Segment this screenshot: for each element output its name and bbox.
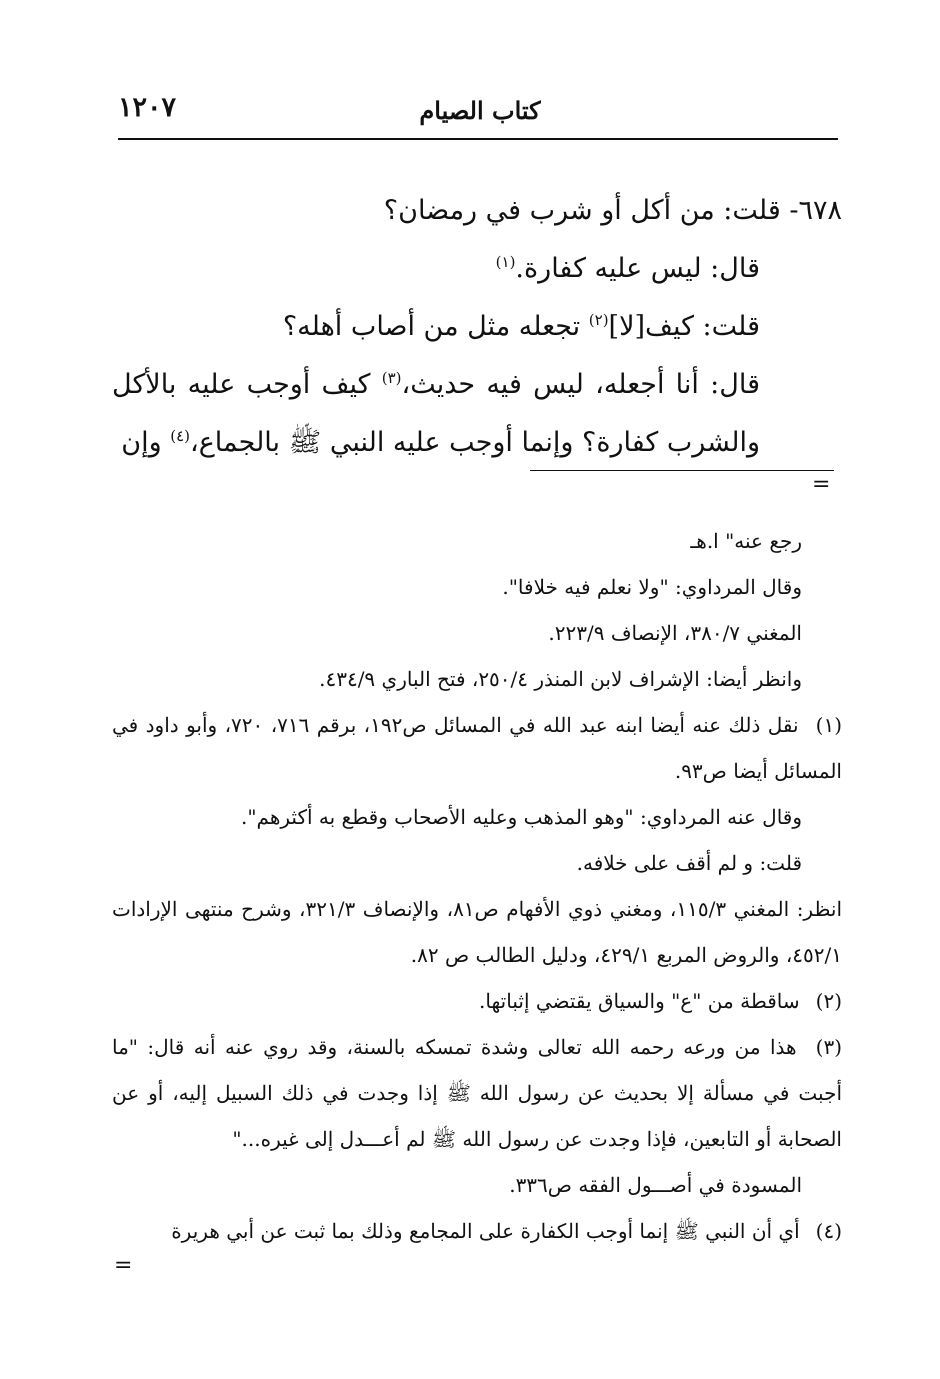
footnote-4-text: أي أن النبي ﷺ إنما أوجب الكفارة على المجامع وذلك بما ثبت عن أبي هريرة xyxy=(171,1219,800,1243)
question-text-2a: قلت: كيف[لا] xyxy=(608,311,760,342)
footnote-1-refs: انظر: المغني ١١٥/٣، ومغني ذوي الأفهام ص٨١، والإنصاف ٣٢١/٣، وشرح منتهى الإرادات ٤٥٢/١، والروض المربع ٤٢٩/١، ودليل الطالب ص ٨٢. xyxy=(112,897,843,967)
continuation-mark-top: = xyxy=(812,472,831,497)
footnote-ref-4: (٤) xyxy=(170,427,190,445)
footnote-separator xyxy=(530,470,834,471)
footnote-3-source: المسودة في أصـــول الفقه ص٣٣٦. xyxy=(509,1173,802,1197)
footnote-ref-1: (١) xyxy=(495,253,516,271)
footnote-continuation-4: وانظر أيضا: الإشراف لابن المنذر ٢٥٠/٤، فتح الباري ٤٣٤/٩. xyxy=(319,667,802,691)
continuation-mark-bottom: = xyxy=(114,1253,133,1278)
footnote-1 xyxy=(112,702,842,794)
footnote-2 xyxy=(112,978,842,1024)
footnote-continuation-3: المغني ٣٨٠/٧، الإنصاف ٢٢٣/٩. xyxy=(548,621,802,645)
page-number: ١٢٠٧ xyxy=(118,92,177,123)
main-text xyxy=(112,182,842,472)
footnote-4-number: (٤) xyxy=(815,1219,842,1243)
footnote-1-number: (١) xyxy=(815,713,842,737)
header-rule xyxy=(118,138,838,140)
question-text: قلت: من أكل أو شرب في رمضان؟ xyxy=(383,195,781,226)
question-number: ٦٧٨- xyxy=(789,195,842,226)
footnote-3 xyxy=(112,1024,842,1162)
answer-text-c: وإن xyxy=(121,427,171,458)
footnotes xyxy=(112,518,842,1254)
footnote-2-number: (٢) xyxy=(815,989,842,1013)
footnote-continuation-2: وقال المرداوي: "ولا نعلم فيه خلافا". xyxy=(502,575,802,599)
footnote-1-text: نقل ذلك عنه أيضا ابنه عبد الله في المسائل ص١٩٢، برقم ٧١٦، ٧٢٠، وأبو داود في المسائل أيضا ص٩٣. xyxy=(112,713,842,783)
footnote-4 xyxy=(112,1208,842,1254)
footnote-ref-2: (٢) xyxy=(588,311,609,329)
footnote-1-quote: وقال عنه المرداوي: "وهو المذهب وعليه الأصحاب وقطع به أكثرهم". xyxy=(240,805,802,829)
answer-line xyxy=(112,240,842,298)
footnote-2-text: ساقطة من "ع" والسياق يقتضي إثباتها. xyxy=(479,989,800,1013)
answer-text-b: كيف أوجب عليه بالأكل والشرب كفارة؟ وإنما أوجب عليه النبي ﷺ بالجماع، xyxy=(112,369,760,458)
answer-text: قال: ليس عليه كفارة. xyxy=(515,253,760,284)
question-line-2 xyxy=(112,298,842,356)
running-title: كتاب الصيام xyxy=(419,96,541,125)
footnote-continuation-1: رجع عنه" ا.هـ xyxy=(690,529,802,553)
answer-text-a: قال: أنا أجعله، ليس فيه حديث، xyxy=(401,369,760,400)
footnote-3-number: (٣) xyxy=(815,1035,843,1059)
footnote-ref-3: (٣) xyxy=(381,369,402,387)
footnote-3-text: هذا من ورعه رحمه الله تعالى وشدة تمسكه بالسنة، وقد روي عنه أنه قال: "ما أجبت في مسألة إلا بحديث عن رسول الله ﷺ إذا وجدت في ذلك السبيل إليه، أو عن الصحابة أو التابعين، فإذا وجدت عن رسول الله ﷺ لم أعـــدل إلى غيره..." xyxy=(112,1035,842,1151)
answer-paragraph xyxy=(112,356,842,472)
question-line xyxy=(112,182,842,240)
question-text-2b: تجعله مثل من أصاب أهله؟ xyxy=(282,311,589,342)
footnote-1-remark: قلت: و لم أقف على خلافه. xyxy=(576,851,802,875)
